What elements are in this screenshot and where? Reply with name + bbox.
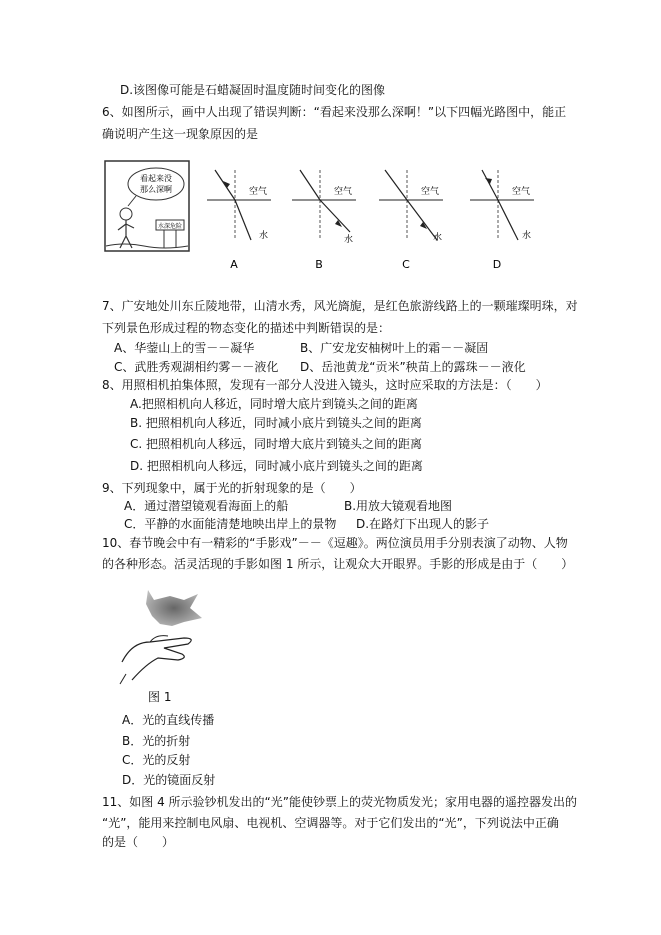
diagram-a-label: A [230, 258, 238, 271]
q11-stem-line2: “光”，能用来控制电风扇、电视机、空调器等。对于它们发出的“光”，下列说法中正确 [102, 816, 559, 830]
q9-option-c: C．平静的水面能清楚地映出岸上的景物 [124, 517, 337, 531]
q9-option-a: A．通过潜望镜观看海面上的船 [124, 499, 289, 513]
q9-stem: 9、下列现象中，属于光的折射现象的是（ ） [102, 481, 362, 495]
q6-cartoon-figure [104, 160, 190, 252]
q10-option-d: D．光的镜面反射 [122, 773, 216, 787]
q8-option-d: D. 把照相机向人移远，同时减小底片到镜头之间的距离 [130, 459, 423, 473]
q7-option-a: A、华蓥山上的雪－－凝华 [114, 341, 255, 355]
diagram-b-water-label: 水 [344, 235, 354, 245]
q9-option-d: D.在路灯下出现人的影子 [356, 517, 490, 531]
q7-stem-line1: 7、广安地处川东丘陵地带，山清水秀，风光旖旎，是红色旅游线路上的一颗璀璨明珠，对 [102, 299, 578, 313]
q6-diagram-a [205, 160, 273, 272]
q10-stem-line1: 10、春节晚会中有一精彩的“手影戏”－－《逗趣》。两位演员用手分别表演了动物、人物 [102, 536, 568, 550]
diagram-c-label: C [402, 258, 410, 271]
q7-option-d: D、岳池黄龙“贡米”秧苗上的露珠－－液化 [300, 360, 526, 374]
q10-hand-shadow-figure [112, 578, 222, 688]
q10-option-b: B．光的折射 [122, 734, 191, 748]
q8-stem: 8、用照相机拍集体照，发现有一部分人没进入镜头，这时应采取的方法是：（ ） [102, 378, 548, 392]
cartoon-bubble-text-1: 看起来没 [140, 174, 172, 183]
q6-diagram-d [468, 160, 536, 272]
diagram-a-water-label: 水 [259, 231, 269, 241]
q5-option-d: D.该图像可能是石蜡凝固时温度随时间变化的图像 [120, 83, 386, 97]
cartoon-bubble-text-2: 那么深啊 [140, 185, 172, 194]
diagram-d-water-label: 水 [522, 231, 532, 241]
diagram-d-label: D [492, 258, 502, 271]
q10-figure-caption: 图 1 [148, 690, 172, 704]
q10-option-a: A．光的直线传播 [122, 713, 215, 727]
q10-stem-line2: 的各种形态。活灵活现的手影如图 1 所示，让观众大开眼界。手影的形成是由于（ ） [102, 557, 574, 571]
q9-option-b: B.用放大镜观看地图 [344, 499, 453, 513]
diagram-b-label: B [315, 258, 323, 271]
diagram-d-air-label: 空气 [512, 187, 531, 197]
q6-diagram-b [290, 160, 358, 272]
q7-stem-line2: 下列景色形成过程的物态变化的描述中判断错误的是： [102, 321, 391, 335]
q7-option-c: C、武胜秀观湖相约雾－－液化 [114, 360, 279, 374]
q6-stem-line2: 确说明产生这一现象原因的是 [102, 127, 259, 141]
diagram-a-air-label: 空气 [249, 187, 268, 197]
q6-diagram-c [377, 160, 445, 272]
q6-stem-line1: 6、如图所示，画中人出现了错误判断：“看起来没那么深啊！”以下四幅光路图中，能正 [102, 105, 567, 119]
q11-stem-line1: 11、如图 4 所示验钞机发出的“光”能使钞票上的荧光物质发光；家用电器的遥控器发出的 [102, 795, 577, 809]
diagram-c-water-label: 水 [433, 233, 443, 243]
q11-stem-line3: 的是（ ） [102, 835, 175, 849]
q10-option-c: C．光的反射 [122, 753, 191, 767]
q8-option-c: C. 把照相机向人移远，同时增大底片到镜头之间的距离 [130, 437, 423, 451]
diagram-c-air-label: 空气 [421, 187, 440, 197]
cartoon-sign-text: 水深危险 [157, 223, 183, 230]
q8-option-b: B. 把照相机向人移近，同时减小底片到镜头之间的距离 [130, 416, 422, 430]
q7-option-b: B、广安龙安柚树叶上的霜－－凝固 [300, 341, 489, 355]
diagram-b-air-label: 空气 [334, 187, 353, 197]
q8-option-a: A.把照相机向人移近，同时增大底片到镜头之间的距离 [130, 397, 418, 411]
